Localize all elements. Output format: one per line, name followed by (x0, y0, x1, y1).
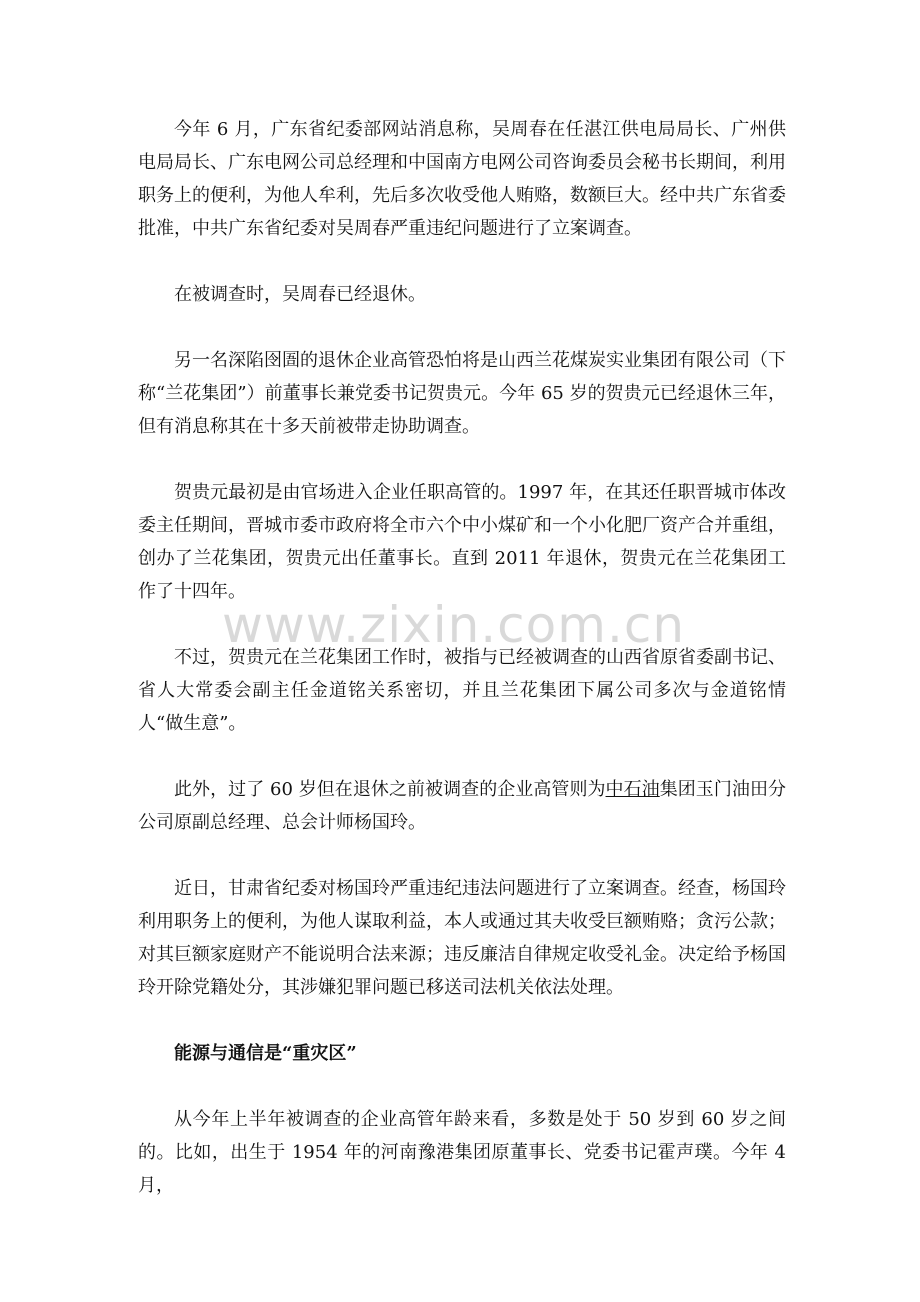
watermark: www.zixin.com.cn (222, 596, 686, 654)
paragraph-6 (138, 773, 786, 839)
paragraph-3: 另一名深陷囹圄的退休企业高管恐怕将是山西兰花煤炭实业集团有限公司（下称“兰花集团”）前董事长兼党委书记贺贵元。今年 65 岁的贺贵元已经退休三年，但有消息称其在十多天前被带走协助调查。 (138, 350, 786, 437)
paragraph-7: 近日，甘肃省纪委对杨国玲严重违纪违法问题进行了立案调查。经查，杨国玲利用职务上的便利，为他人谋取利益，本人或通过其夫收受巨额贿赂；贪污公款；对其巨额家庭财产不能说明合法来源；违反廉洁自律规定收受礼金。决定给予杨国玲开除党籍处分，其涉嫌犯罪问题已移送司法机关依法处理。 (138, 878, 786, 998)
paragraph-6-text-start: 此外，过了 60 岁但在退休之前被调查的企业高管则为 (174, 779, 606, 800)
petrochina-link[interactable]: 中石油 (605, 779, 660, 800)
article-body (138, 113, 786, 1235)
paragraph-6-text-end: 集团玉门油田分公司原副总经理、总会计师杨国玲。 (138, 779, 787, 833)
paragraph-4: 贺贵元最初是由官场进入企业任职高管的。1997 年，在其还任职晋城市体改委主任期间，晋城市委市政府将全市六个中小煤矿和一个小化肥厂资产合并重组，创办了兰花集团，贺贵元出任董事长。直到 2011 年退休，贺贵元在兰花集团工作了十四年。 (138, 482, 786, 602)
paragraph-5: 不过，贺贵元在兰花集团工作时，被指与已经被调查的山西省原省委副书记、省人大常委会副主任金道铭关系密切，并且兰花集团下属公司多次与金道铭情人“做生意”。 (138, 647, 786, 734)
paragraph-1: 今年 6 月，广东省纪委部网站消息称，吴周春在任湛江供电局局长、广州供电局局长、广东电网公司总经理和中国南方电网公司咨询委员会秘书长期间，利用职务上的便利，为他人牟利，先后多次收受他人贿赂，数额巨大。经中共广东省委批准，中共广东省纪委对吴周春严重违纪问题进行了立案调查。 (138, 119, 786, 239)
paragraph-2: 在被调查时，吴周春已经退休。 (174, 284, 426, 305)
paragraph-8: 从今年上半年被调查的企业高管年龄来看，多数是处于 50 岁到 60 岁之间的。比如，出生于 1954 年的河南豫港集团原董事长、党委书记霍声璞。今年 4 月， (138, 1109, 786, 1196)
section-heading: 能源与通信是“重灾区” (174, 1043, 357, 1064)
